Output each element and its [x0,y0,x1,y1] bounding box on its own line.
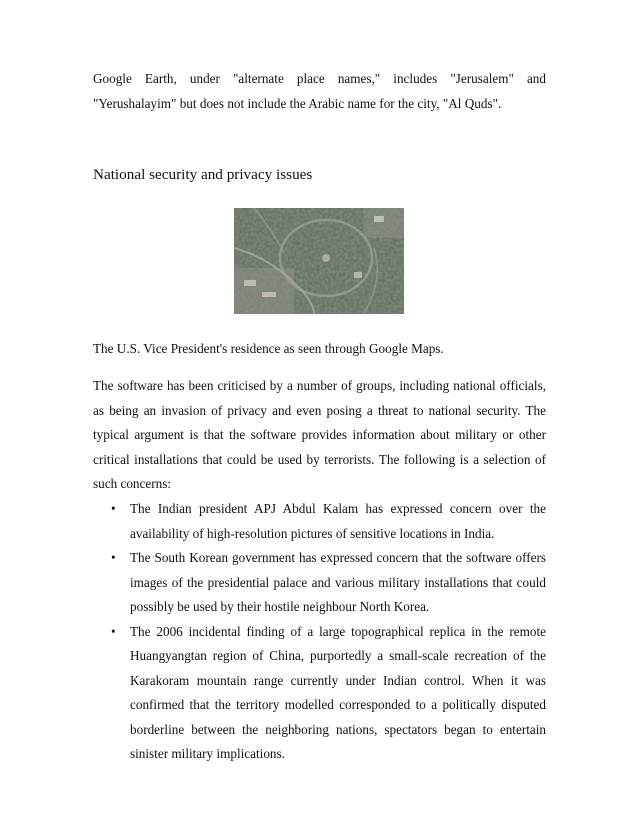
list-item-text: The Indian president APJ Abdul Kalam has expressed concern over the availability of high-resolution pictures of sensitive locations in India. [130,501,546,541]
aerial-photo [234,208,404,314]
list-item [93,497,546,546]
concerns-list [93,497,546,767]
intro-paragraph: Google Earth, under "alternate place names," includes "Jerusalem" and "Yerushalayim" but does not include the Arabic name for the city, "Al Quds". [93,71,546,111]
list-item-text: The 2006 incidental finding of a large topographical replica in the remote Huangyangtan region of China, purportedly a small-scale recreation of the Karakoram mountain range currently under Indian control. When it was confirmed that the territory modelled corresponded to a politically disputed borderline between the neighboring nations, spectators began to entertain sinister military implications. [130,623,546,761]
image-caption: The U.S. Vice President's residence as seen through Google Maps. [93,341,444,356]
body-paragraph: The software has been criticised by a number of groups, including national officials, as being an invasion of privacy and even posing a threat to national security. The typical argument is that the software provides information about military or other critical installations that could be used by terrorists. The following is a selection of such concerns: [93,378,546,491]
list-item [93,620,546,767]
bullet-glyph: • [111,501,116,516]
list-item-text: The South Korean government has expressed concern that the software offers images of the presidential palace and various military installations that could possibly be used by their hostile neighbour North Korea. [130,550,546,614]
list-item [93,546,546,620]
section-heading: National security and privacy issues [93,166,313,183]
bullet-glyph: • [111,550,116,565]
bullet-glyph: • [111,623,116,639]
